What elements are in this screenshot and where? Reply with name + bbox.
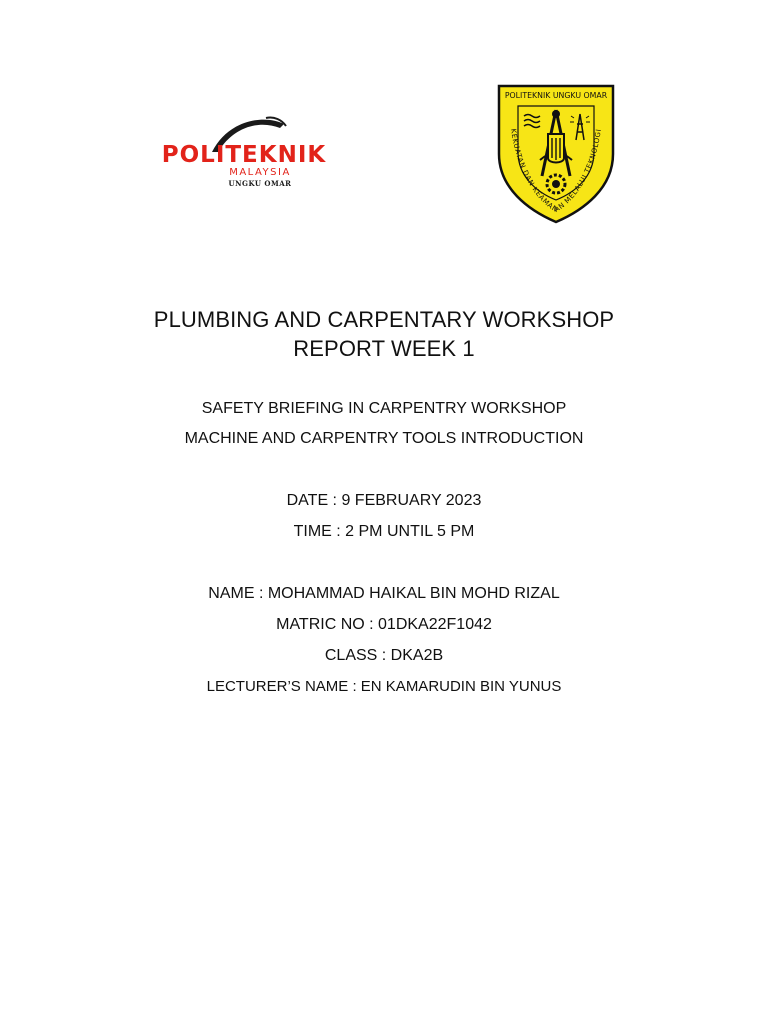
- report-title-line1: PLUMBING AND CARPENTARY WORKSHOP: [153, 307, 615, 332]
- topic-tools-introduction: MACHINE AND CARPENTRY TOOLS INTRODUCTION: [184, 430, 584, 447]
- politeknik-ungku-omar-crest: [496, 84, 616, 224]
- crest-motto: KEKUATAN DAN KEAMANAN MELALUI TEKNOLOGI: [509, 128, 603, 214]
- lecturer-name: LECTURER’S NAME : EN KAMARUDIN BIN YUNUS: [206, 678, 562, 695]
- topic-safety-briefing: SAFETY BRIEFING IN CARPENTRY WORKSHOP: [201, 400, 567, 417]
- ungku-omar-text: UNGKU OMAR: [228, 179, 292, 188]
- student-name: NAME : MOHAMMAD HAIKAL BIN MOHD RIZAL: [208, 585, 560, 602]
- report-time: TIME : 2 PM UNTIL 5 PM: [293, 523, 475, 540]
- class-name: CLASS : DKA2B: [324, 647, 444, 664]
- matric-number: MATRIC NO : 01DKA22F1042: [276, 616, 492, 633]
- politeknik-wordmark: POLITEKNIK: [161, 142, 327, 168]
- report-date: DATE : 9 FEBRUARY 2023: [286, 492, 482, 509]
- crest-top-text: POLITEKNIK UNGKU OMAR: [504, 91, 608, 100]
- malaysia-text: MALAYSIA: [229, 167, 291, 178]
- politeknik-malaysia-logo: [148, 112, 340, 192]
- report-title-line2: REPORT WEEK 1: [293, 336, 475, 361]
